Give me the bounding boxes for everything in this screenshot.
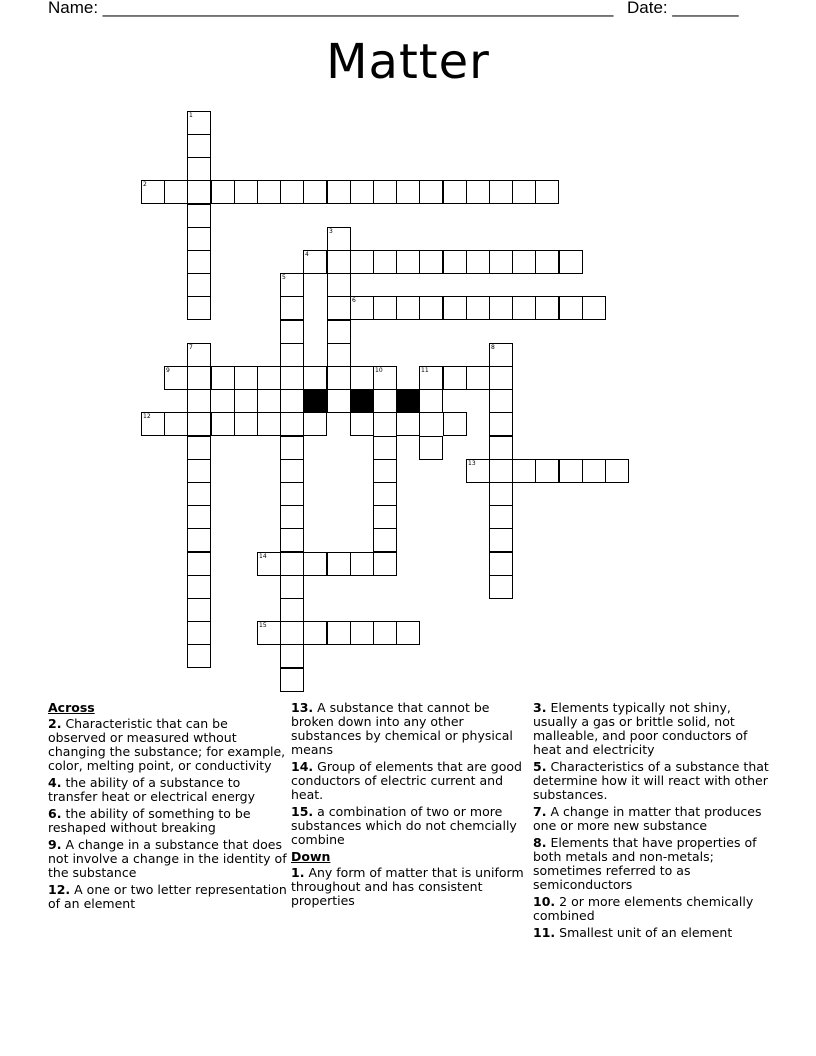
crossword-cell[interactable]	[327, 366, 351, 390]
crossword-cell[interactable]	[512, 459, 536, 483]
crossword-cell[interactable]	[303, 621, 327, 645]
crossword-cell[interactable]	[280, 366, 304, 390]
crossword-cell[interactable]	[489, 250, 513, 274]
crossword-cell[interactable]	[396, 621, 420, 645]
clue-across-13: 13. A substance that cannot be broken down into any other substances by chemical or physical means	[291, 700, 513, 757]
crossword-cell[interactable]	[257, 180, 281, 204]
crossword-cell[interactable]	[280, 552, 304, 576]
crossword-cell-12[interactable]	[141, 412, 165, 436]
crossword-cell[interactable]	[280, 436, 304, 460]
crossword-cell[interactable]	[582, 296, 606, 320]
crossword-cell[interactable]	[512, 250, 536, 274]
crossword-cell[interactable]	[187, 644, 211, 668]
blocked-cell	[396, 389, 420, 413]
clue-number: 11	[421, 367, 429, 374]
crossword-cell[interactable]	[187, 528, 211, 552]
clues-column-2	[291, 701, 531, 911]
crossword-cell[interactable]	[303, 412, 327, 436]
clue-number: 2	[143, 181, 147, 188]
crossword-cell[interactable]	[489, 575, 513, 599]
crossword-cell[interactable]	[234, 412, 258, 436]
crossword-cell[interactable]	[350, 180, 374, 204]
crossword-cell[interactable]	[466, 296, 490, 320]
crossword-cell[interactable]	[373, 389, 397, 413]
clue-number: 6	[352, 297, 356, 304]
crossword-cell[interactable]	[280, 505, 304, 529]
crossword-cell[interactable]	[211, 412, 235, 436]
crossword-cell[interactable]	[605, 459, 629, 483]
crossword-cell[interactable]	[535, 296, 559, 320]
crossword-cell[interactable]	[327, 552, 351, 576]
crossword-cell[interactable]	[512, 296, 536, 320]
crossword-cell[interactable]	[489, 552, 513, 576]
crossword-cell[interactable]	[187, 134, 211, 158]
page-title: Matter	[326, 34, 490, 90]
crossword-cell-2[interactable]	[141, 180, 165, 204]
crossword-cell[interactable]	[257, 412, 281, 436]
crossword-cell[interactable]	[373, 505, 397, 529]
clues-column-1	[48, 701, 288, 914]
crossword-cell[interactable]	[489, 528, 513, 552]
name-field: Name: ______________________________________________________	[48, 0, 614, 17]
crossword-cell[interactable]	[280, 644, 304, 668]
crossword-cell-15[interactable]	[257, 621, 281, 645]
clue-number: 8	[491, 344, 495, 351]
crossword-cell[interactable]	[489, 436, 513, 460]
clue-down-1: 1. Any form of matter that is uniform throughout and has consistent properties	[291, 865, 524, 908]
clue-across-4: 4. the ability of a substance to transfer heat or electrical energy	[48, 775, 256, 804]
crossword-cell[interactable]	[327, 296, 351, 320]
blocked-cell	[303, 389, 327, 413]
crossword-cell[interactable]	[187, 412, 211, 436]
crossword-cell[interactable]	[373, 621, 397, 645]
crossword-cell[interactable]	[489, 296, 513, 320]
crossword-cell[interactable]	[373, 482, 397, 506]
clue-number: 10	[375, 367, 383, 374]
crossword-cell[interactable]	[373, 180, 397, 204]
crossword-cell[interactable]	[489, 505, 513, 529]
crossword-cell[interactable]	[303, 552, 327, 576]
crossword-cell-4[interactable]	[303, 250, 327, 274]
crossword-cell[interactable]	[327, 273, 351, 297]
crossword-cell[interactable]	[211, 366, 235, 390]
crossword-cell[interactable]	[373, 250, 397, 274]
crossword-cell[interactable]	[396, 180, 420, 204]
crossword-cell[interactable]	[187, 296, 211, 320]
blocked-cell	[350, 389, 374, 413]
crossword-cell[interactable]	[280, 575, 304, 599]
clue-down-10: 10. 2 or more elements chemically combined	[533, 894, 754, 923]
crossword-cell[interactable]	[164, 180, 188, 204]
clue-down-8: 8. Elements that have properties of both metals and non-metals; sometimes referred to as semiconductors	[533, 835, 757, 892]
crossword-cell-5[interactable]	[280, 273, 304, 297]
crossword-cell[interactable]	[303, 366, 327, 390]
crossword-cell[interactable]	[280, 668, 304, 692]
crossword-cell[interactable]	[187, 552, 211, 576]
clue-number: 9	[166, 367, 170, 374]
crossword-cell[interactable]	[280, 528, 304, 552]
crossword-cell[interactable]	[187, 621, 211, 645]
crossword-cell[interactable]	[350, 552, 374, 576]
crossword-cell[interactable]	[559, 250, 583, 274]
crossword-cell[interactable]	[489, 366, 513, 390]
crossword-cell[interactable]	[350, 412, 374, 436]
crossword-cell[interactable]	[187, 389, 211, 413]
clue-number: 7	[189, 344, 193, 351]
crossword-cell[interactable]	[187, 227, 211, 251]
crossword-cell[interactable]	[466, 366, 490, 390]
crossword-cell[interactable]	[489, 180, 513, 204]
crossword-cell[interactable]	[373, 296, 397, 320]
crossword-cell[interactable]	[280, 482, 304, 506]
crossword-cell[interactable]	[443, 366, 467, 390]
crossword-cell-14[interactable]	[257, 552, 281, 576]
clue-number: 15	[259, 622, 267, 629]
crossword-cell-13[interactable]	[466, 459, 490, 483]
across-heading: Across	[48, 700, 95, 715]
crossword-cell[interactable]	[559, 296, 583, 320]
clue-number: 14	[259, 553, 267, 560]
crossword-cell[interactable]	[280, 296, 304, 320]
clue-number: 5	[282, 274, 286, 281]
clue-across-6: 6. the ability of something to be reshaped without breaking	[48, 806, 251, 835]
crossword-cell-6[interactable]	[350, 296, 374, 320]
date-field: Date: _______	[627, 0, 739, 17]
crossword-cell[interactable]	[327, 343, 351, 367]
clues-column-3	[533, 701, 773, 943]
crossword-cell[interactable]	[327, 389, 351, 413]
clue-down-3: 3. Elements typically not shiny, usually a gas or brittle solid, not malleable, and poor conductors of heat and electricity	[533, 700, 748, 757]
clue-down-7: 7. A change in matter that produces one or more new substance	[533, 804, 762, 833]
clue-number: 4	[305, 251, 309, 258]
crossword-cell[interactable]	[187, 180, 211, 204]
crossword-cell[interactable]	[187, 273, 211, 297]
clue-down-11: 11. Smallest unit of an element	[533, 925, 733, 940]
clue-down-5: 5. Characteristics of a substance that determine how it will react with other substances.	[533, 759, 769, 802]
crossword-cell[interactable]	[187, 482, 211, 506]
crossword-cell[interactable]	[327, 180, 351, 204]
crossword-cell[interactable]	[187, 366, 211, 390]
crossword-cell[interactable]	[443, 180, 467, 204]
crossword-cell-8[interactable]	[489, 343, 513, 367]
crossword-cell[interactable]	[187, 436, 211, 460]
crossword-cell[interactable]	[350, 250, 374, 274]
clue-number: 1	[189, 112, 193, 119]
crossword-cell[interactable]	[419, 296, 443, 320]
crossword-cell[interactable]	[211, 180, 235, 204]
crossword-cell[interactable]	[396, 296, 420, 320]
crossword-cell[interactable]	[489, 459, 513, 483]
crossword-cell[interactable]	[419, 436, 443, 460]
clue-across-14: 14. Group of elements that are good conductors of electric current and heat.	[291, 759, 522, 802]
crossword-cell[interactable]	[443, 250, 467, 274]
down-heading: Down	[291, 849, 331, 864]
crossword-cell[interactable]	[164, 412, 188, 436]
crossword-cell[interactable]	[280, 343, 304, 367]
crossword-cell[interactable]	[350, 366, 374, 390]
crossword-cell[interactable]	[466, 180, 490, 204]
crossword-cell[interactable]	[327, 250, 351, 274]
crossword-cell[interactable]	[280, 320, 304, 344]
crossword-cell[interactable]	[535, 250, 559, 274]
crossword-cell[interactable]	[443, 412, 467, 436]
crossword-cell[interactable]	[187, 459, 211, 483]
crossword-cell-10[interactable]	[373, 366, 397, 390]
crossword-cell[interactable]	[559, 459, 583, 483]
crossword-cell[interactable]	[187, 157, 211, 181]
clue-across-9: 9. A change in a substance that does not involve a change in the identity of the substance	[48, 837, 287, 880]
crossword-cell[interactable]	[234, 180, 258, 204]
crossword-cell[interactable]	[280, 459, 304, 483]
crossword-cell[interactable]	[187, 575, 211, 599]
crossword-cell[interactable]	[512, 180, 536, 204]
crossword-cell[interactable]	[419, 180, 443, 204]
clue-across-15: 15. a combination of two or more substances which do not chemcially combine	[291, 804, 517, 847]
crossword-cell[interactable]	[489, 412, 513, 436]
crossword-cell[interactable]	[443, 296, 467, 320]
crossword-cell[interactable]	[350, 621, 374, 645]
crossword-cell[interactable]	[373, 436, 397, 460]
crossword-cell[interactable]	[187, 204, 211, 228]
crossword-cell[interactable]	[466, 250, 490, 274]
crossword-cell-7[interactable]	[187, 343, 211, 367]
crossword-cell-3[interactable]	[327, 227, 351, 251]
clue-number: 12	[143, 413, 151, 420]
crossword-cell[interactable]	[327, 320, 351, 344]
crossword-cell[interactable]	[373, 459, 397, 483]
crossword-cell[interactable]	[257, 366, 281, 390]
crossword-cell[interactable]	[582, 459, 606, 483]
crossword-cell[interactable]	[280, 598, 304, 622]
crossword-cell[interactable]	[419, 250, 443, 274]
clue-number: 3	[329, 228, 333, 235]
crossword-cell[interactable]	[280, 621, 304, 645]
crossword-cell[interactable]	[187, 250, 211, 274]
clue-across-12: 12. A one or two letter representation of an element	[48, 882, 287, 911]
clue-across-2: 2. Characteristic that can be observed or measured wthout changing the substance; for example, color, melting point, or conductivity	[48, 716, 286, 773]
crossword-cell-1[interactable]	[187, 111, 211, 135]
crossword-cell[interactable]	[373, 552, 397, 576]
crossword-cell[interactable]	[396, 250, 420, 274]
crossword-cell[interactable]	[535, 459, 559, 483]
crossword-cell-11[interactable]	[419, 366, 443, 390]
crossword-cell[interactable]	[373, 528, 397, 552]
crossword-cell[interactable]	[234, 389, 258, 413]
crossword-cell[interactable]	[327, 621, 351, 645]
crossword-cell-9[interactable]	[164, 366, 188, 390]
clue-number: 13	[468, 460, 476, 467]
crossword-cell[interactable]	[280, 180, 304, 204]
crossword-cell[interactable]	[280, 389, 304, 413]
crossword-cell[interactable]	[187, 505, 211, 529]
crossword-cell[interactable]	[489, 482, 513, 506]
crossword-cell[interactable]	[280, 412, 304, 436]
crossword-cell[interactable]	[489, 389, 513, 413]
crossword-cell[interactable]	[535, 180, 559, 204]
crossword-cell[interactable]	[234, 366, 258, 390]
crossword-cell[interactable]	[303, 180, 327, 204]
crossword-cell[interactable]	[187, 598, 211, 622]
crossword-cell[interactable]	[396, 412, 420, 436]
crossword-cell[interactable]	[419, 389, 443, 413]
